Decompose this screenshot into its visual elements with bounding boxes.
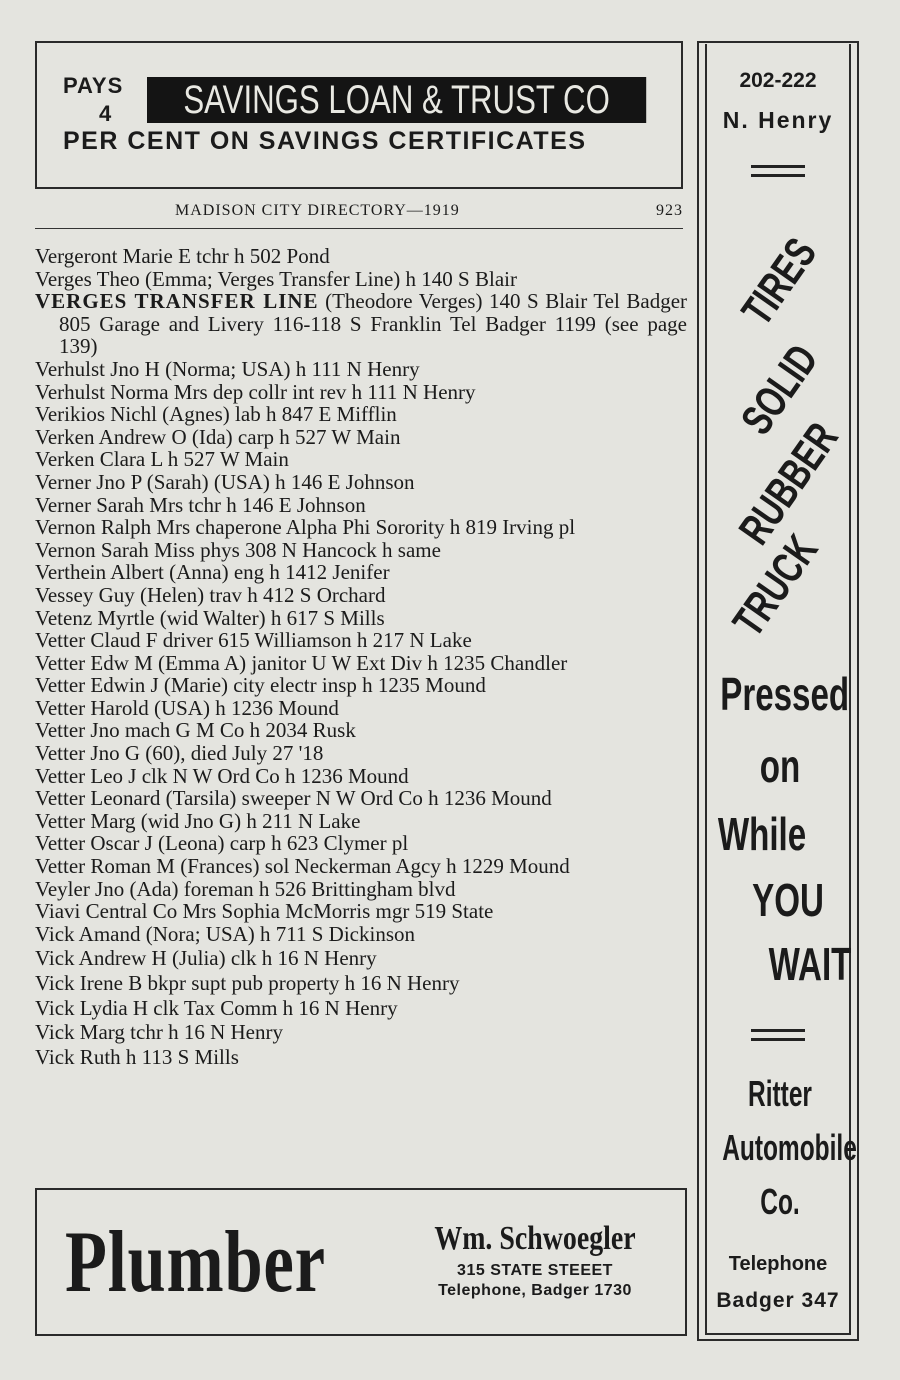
ad-plumber-telephone: Telephone, Badger 1730: [438, 1282, 632, 1299]
side-ad-pressed-word: While: [717, 808, 807, 860]
directory-entry: Vetenz Myrtle (wid Walter) h 617 S Mills: [35, 605, 385, 630]
running-header: [35, 200, 683, 230]
side-ad-diagonal-word: SOLID: [731, 336, 828, 444]
directory-entries: [35, 245, 687, 1068]
ad-plumber-headline: Plumber: [65, 1214, 326, 1311]
directory-entry: Vernon Sarah Miss phys 308 N Hancock h same: [35, 537, 441, 562]
double-rule-divider: [751, 1029, 805, 1041]
side-ad-diagonal-word: RUBBER: [729, 414, 848, 554]
directory-entry: Vetter Roman M (Frances) sol Neckerman Agcy h 1229 Mound: [35, 854, 570, 879]
double-rule-divider: [751, 165, 805, 177]
top-advertisement: [35, 41, 683, 189]
ad-tagline: PER CENT ON SAVINGS CERTIFICATES: [63, 127, 587, 155]
entry-bold-rest: (Theodore Verges) 140 S Blair Tel Badger 805 Garage and Livery 116-118 S Franklin Tel Badger 1199 (see page 139): [59, 289, 688, 359]
side-ad-telephone-label: Telephone: [728, 1253, 828, 1275]
ad-bank-name: SAVINGS LOAN & TRUST CO: [147, 77, 646, 123]
directory-entry: Viavi Central Co Mrs Sophia McMorris mgr 519 State: [35, 899, 494, 924]
directory-entry: Vetter Oscar J (Leona) carp h 623 Clymer pl: [35, 831, 409, 856]
side-ad-telephone-number: Badger 347: [716, 1289, 840, 1312]
side-ad-company-word: Ritter: [748, 1073, 812, 1114]
directory-entry: Vick Andrew H (Julia) clk h 16 N Henry: [35, 946, 377, 971]
directory-entry: Vetter Leo J clk N W Ord Co h 1236 Mound: [35, 763, 409, 788]
directory-entry: Verken Clara L h 527 W Main: [35, 447, 289, 472]
directory-entry: Vetter Jno G (60), died July 27 '18: [35, 741, 324, 766]
side-ad-pressed-word: Pressed: [720, 668, 850, 720]
entry-bold-name: VERGES TRANSFER LINE: [35, 289, 319, 314]
directory-entry: Vetter Claud F driver 615 Williamson h 217 N Lake: [35, 628, 472, 653]
directory-entry: Vick Marg tchr h 16 N Henry: [35, 1020, 283, 1045]
directory-entry: Verner Sarah Mrs tchr h 146 E Johnson: [35, 492, 366, 517]
side-ad-street: N. Henry: [722, 107, 834, 133]
directory-entry: Vick Ruth h 113 S Mills: [35, 1044, 239, 1069]
directory-entry: Verhulst Jno H (Norma; USA) h 111 N Henry: [35, 356, 420, 381]
directory-entry: Verges Theo (Emma; Verges Transfer Line) h 140 S Blair: [35, 266, 517, 291]
side-advertisement: [697, 41, 859, 1341]
ad-pays-text: PAYS: [63, 73, 124, 98]
directory-entry: Verner Jno P (Sarah) (USA) h 146 E Johnson: [35, 469, 415, 494]
directory-entry: Vetter Jno mach G M Co h 2034 Rusk: [35, 718, 356, 743]
directory-entry: Vetter Leonard (Tarsila) sweeper N W Ord Co h 1236 Mound: [35, 786, 552, 811]
directory-entry: Vergeront Marie E tchr h 502 Pond: [35, 244, 330, 268]
side-ad-company-word: Co.: [760, 1181, 800, 1222]
directory-entry: Vetter Harold (USA) h 1236 Mound: [35, 695, 339, 720]
side-ad-diagonal-word: TIRES: [732, 229, 827, 334]
directory-entry: Vessey Guy (Helen) trav h 412 S Orchard: [35, 582, 386, 607]
side-ad-company-word: Automobile: [722, 1127, 857, 1168]
side-ad-pressed-word: YOU: [752, 874, 824, 926]
page-number: 923: [656, 202, 683, 219]
directory-entry: Vetter Edw M (Emma A) janitor U W Ext Div h 1235 Chandler: [35, 650, 568, 675]
directory-entry: Vernon Ralph Mrs chaperone Alpha Phi Sorority h 819 Irving pl: [35, 515, 576, 540]
side-ad-pressed-word: on: [759, 740, 801, 792]
directory-entry-bold: [35, 290, 687, 358]
directory-entry: Vetter Marg (wid Jno G) h 211 N Lake: [35, 808, 361, 833]
side-ad-pressed-word: WAIT: [768, 938, 852, 990]
ad-plumber-address: 315 STATE STEEET: [457, 1262, 613, 1279]
directory-entry: Vetter Edwin J (Marie) city electr insp h 1235 Mound: [35, 673, 486, 698]
side-ad-diagonal-word: TRUCK: [723, 526, 828, 646]
side-ad-address-number: 202-222: [739, 69, 817, 92]
directory-entry: Verthein Albert (Anna) eng h 1412 Jenifer: [35, 560, 390, 585]
directory-entry: Verikios Nichl (Agnes) lab h 847 E Mifflin: [35, 402, 397, 427]
directory-entry: Vick Lydia H clk Tax Comm h 16 N Henry: [35, 995, 398, 1020]
directory-title: MADISON CITY DIRECTORY—1919: [175, 202, 460, 219]
ad-plumber-name: Wm. Schwoegler: [434, 1220, 636, 1257]
directory-entry: Vick Irene B bkpr supt pub property h 16 N Henry: [35, 971, 460, 995]
bottom-advertisement: [35, 1188, 687, 1336]
directory-entry: Verhulst Norma Mrs dep collr int rev h 111 N Henry: [35, 379, 476, 404]
directory-entry: Veyler Jno (Ada) foreman h 526 Brittingham blvd: [35, 876, 456, 901]
ad-rate-text: 4: [99, 101, 112, 126]
header-rule: [35, 228, 683, 229]
directory-entry: Vick Amand (Nora; USA) h 711 S Dickinson: [35, 921, 416, 946]
directory-entry: Verken Andrew O (Ida) carp h 527 W Main: [35, 424, 401, 449]
